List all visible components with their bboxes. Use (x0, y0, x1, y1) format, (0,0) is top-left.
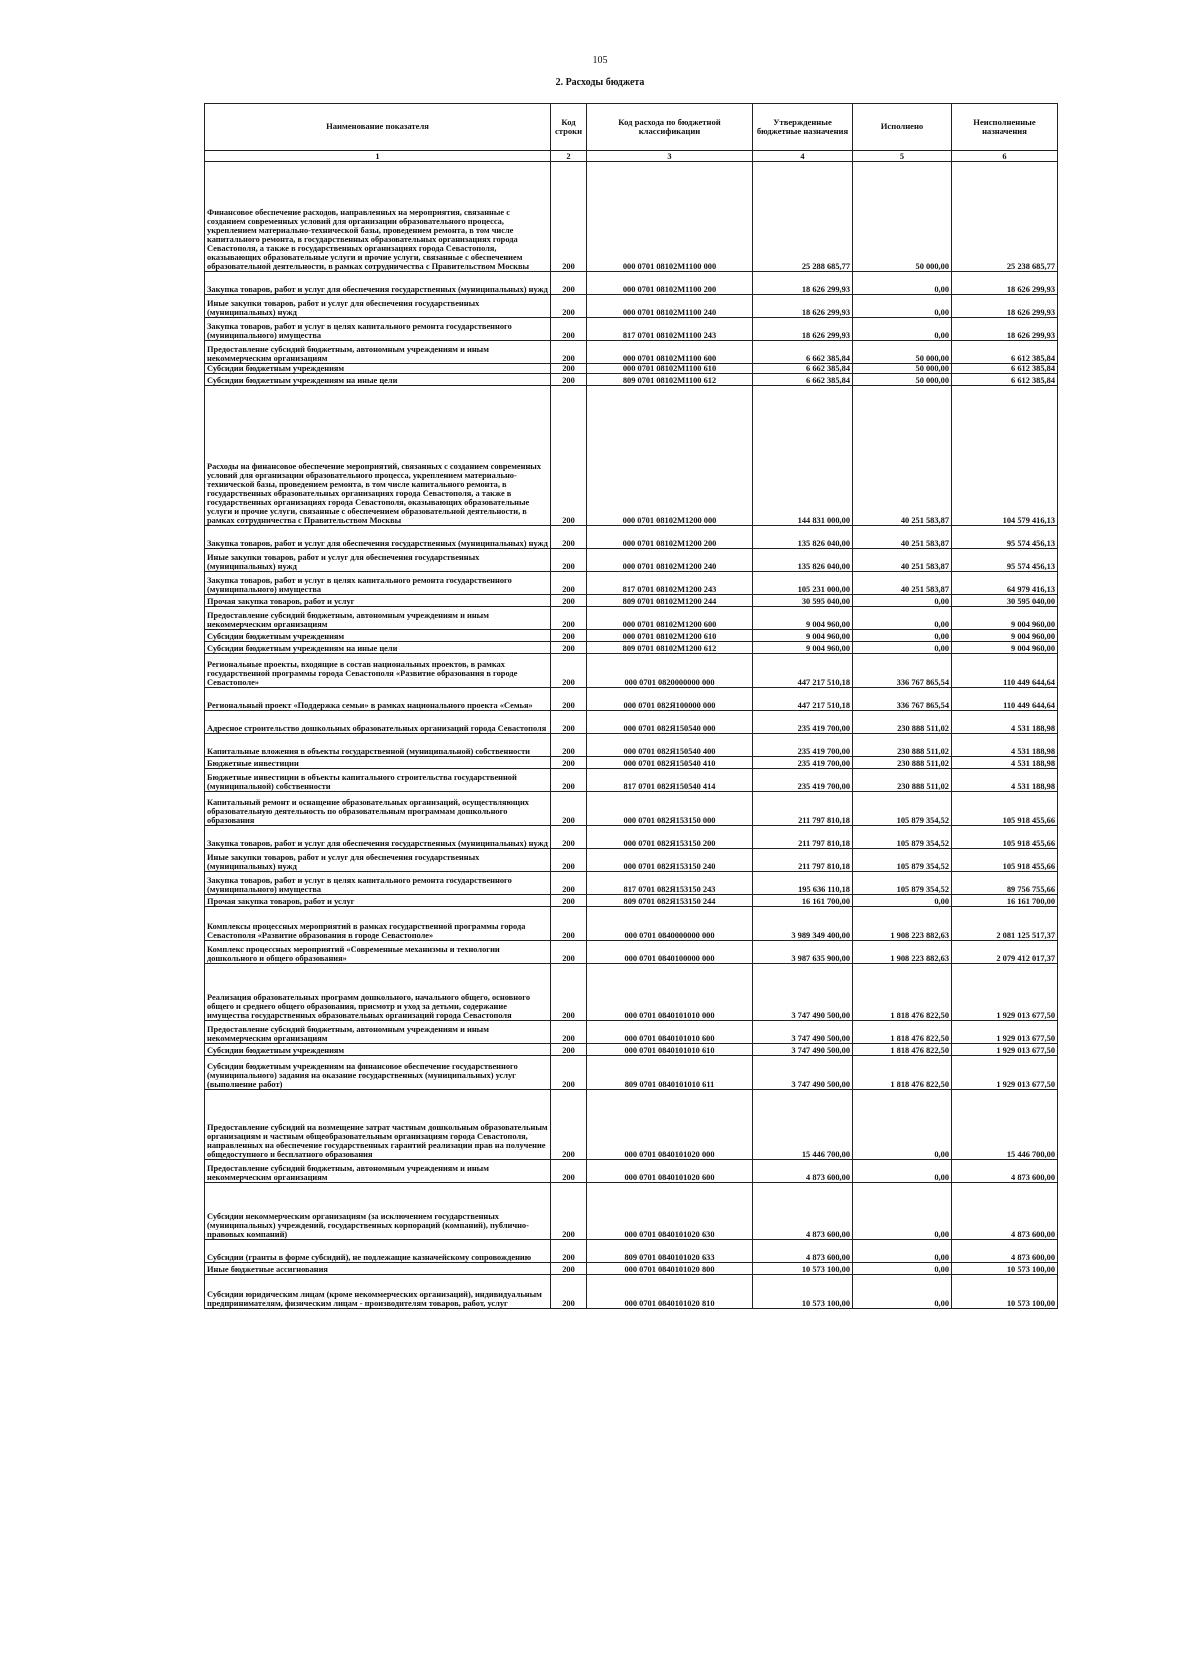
row-unexecuted: 4 531 188,98 (952, 711, 1058, 734)
table-row (205, 318, 1058, 341)
row-classification: 809 0701 082Я153150 244 (587, 895, 753, 907)
row-executed: 0,00 (853, 607, 952, 630)
row-executed: 105 879 354,52 (853, 826, 952, 849)
row-classification: 000 0701 08102М1100 610 (587, 364, 753, 374)
row-classification: 000 0701 082Я153150 000 (587, 792, 753, 826)
row-line-code: 200 (551, 318, 587, 341)
table-row (205, 792, 1058, 826)
row-executed: 50 000,00 (853, 364, 952, 374)
row-line-code: 200 (551, 964, 587, 1021)
row-name: Бюджетные инвестиции в объекты капитального строительства государственной (муниципальной) собственности (205, 769, 551, 792)
row-unexecuted: 4 531 188,98 (952, 734, 1058, 757)
row-executed: 230 888 511,02 (853, 734, 952, 757)
row-classification: 000 0701 08102М1200 000 (587, 386, 753, 526)
row-unexecuted: 105 918 455,66 (952, 826, 1058, 849)
row-executed: 40 251 583,87 (853, 526, 952, 549)
row-unexecuted: 1 929 013 677,50 (952, 1021, 1058, 1044)
row-unexecuted: 64 979 416,13 (952, 572, 1058, 595)
page-number: 105 (592, 55, 608, 66)
table-row (205, 572, 1058, 595)
row-executed: 0,00 (853, 1183, 952, 1240)
row-approved: 10 573 100,00 (753, 1263, 853, 1275)
row-name: Субсидии бюджетным учреждениям (205, 630, 551, 642)
row-line-code: 200 (551, 386, 587, 526)
row-unexecuted: 4 873 600,00 (952, 1160, 1058, 1183)
table-row (205, 1056, 1058, 1090)
column-number: 2 (551, 151, 587, 162)
row-line-code: 200 (551, 1240, 587, 1263)
table-row (205, 711, 1058, 734)
row-unexecuted: 30 595 040,00 (952, 595, 1058, 607)
row-name: Субсидии бюджетным учреждениям на иные цели (205, 642, 551, 654)
header-unexecuted: Неисполненные назначения (952, 104, 1058, 151)
row-executed: 1 818 476 822,50 (853, 1044, 952, 1056)
row-approved: 3 747 490 500,00 (753, 1056, 853, 1090)
row-approved: 9 004 960,00 (753, 630, 853, 642)
row-approved: 18 626 299,93 (753, 272, 853, 295)
table-row (205, 1263, 1058, 1275)
row-line-code: 200 (551, 849, 587, 872)
row-classification: 817 0701 08102М1200 243 (587, 572, 753, 595)
row-unexecuted: 4 531 188,98 (952, 757, 1058, 769)
row-approved: 135 826 040,00 (753, 526, 853, 549)
row-executed: 105 879 354,52 (853, 792, 952, 826)
row-name: Комплексы процессных мероприятий в рамках государственной программы города Севастополя «Развитие образования в городе Севастополе» (205, 907, 551, 941)
row-classification: 000 0701 0840101020 630 (587, 1183, 753, 1240)
row-executed: 0,00 (853, 318, 952, 341)
row-name: Закупка товаров, работ и услуг для обеспечения государственных (муниципальных) нужд (205, 826, 551, 849)
row-executed: 40 251 583,87 (853, 549, 952, 572)
row-unexecuted: 105 918 455,66 (952, 792, 1058, 826)
table-row (205, 630, 1058, 642)
row-executed: 230 888 511,02 (853, 769, 952, 792)
row-executed: 0,00 (853, 895, 952, 907)
row-classification: 000 0701 08102М1200 600 (587, 607, 753, 630)
row-line-code: 200 (551, 630, 587, 642)
row-classification: 000 0701 0840101020 000 (587, 1090, 753, 1160)
row-classification: 000 0701 0840101020 800 (587, 1263, 753, 1275)
row-line-code: 200 (551, 1056, 587, 1090)
row-unexecuted: 105 918 455,66 (952, 849, 1058, 872)
row-line-code: 200 (551, 826, 587, 849)
row-classification: 000 0701 0840101010 610 (587, 1044, 753, 1056)
row-classification: 000 0701 0840000000 000 (587, 907, 753, 941)
row-unexecuted: 1 929 013 677,50 (952, 964, 1058, 1021)
column-number: 6 (952, 151, 1058, 162)
row-name: Иные закупки товаров, работ и услуг для обеспечения государственных (муниципальных) нужд (205, 295, 551, 318)
row-unexecuted: 10 573 100,00 (952, 1263, 1058, 1275)
row-approved: 30 595 040,00 (753, 595, 853, 607)
row-executed: 0,00 (853, 1263, 952, 1275)
row-line-code: 200 (551, 769, 587, 792)
row-name: Субсидии бюджетным учреждениям (205, 1044, 551, 1056)
column-number: 4 (753, 151, 853, 162)
row-approved: 235 419 700,00 (753, 769, 853, 792)
row-approved: 4 873 600,00 (753, 1160, 853, 1183)
row-approved: 9 004 960,00 (753, 642, 853, 654)
header-executed: Исполнено (853, 104, 952, 151)
table-row (205, 1275, 1058, 1309)
row-name: Иные бюджетные ассигнования (205, 1263, 551, 1275)
row-classification: 817 0701 082Я153150 243 (587, 872, 753, 895)
row-name: Капитальные вложения в объекты государственной (муниципальной) собственности (205, 734, 551, 757)
row-name: Комплекс процессных мероприятий «Современные механизмы и технологии дошкольного и общего образования» (205, 941, 551, 964)
row-approved: 3 747 490 500,00 (753, 964, 853, 1021)
row-line-code: 200 (551, 1090, 587, 1160)
row-unexecuted: 1 929 013 677,50 (952, 1044, 1058, 1056)
row-classification: 000 0701 0840100000 000 (587, 941, 753, 964)
row-name: Финансовое обеспечение расходов, направленных на мероприятия, связанные с созданием современных условий для организации образовательного процесса, укреплением материально-технической базы, проведением ремонта, в том числе капитального ремонта, в государственных образовательных организациях города Севастополя, а также в государственных организациях города Севастополя, оказывающих образовательные услуги и прочие услуги, связанные с обеспечением образовательной деятельности, в рамках сотрудничества с Правительством Москвы (205, 162, 551, 272)
table-row (205, 1090, 1058, 1160)
row-classification: 000 0701 08102М1100 000 (587, 162, 753, 272)
row-unexecuted: 6 612 385,84 (952, 341, 1058, 364)
row-executed: 336 767 865,54 (853, 654, 952, 688)
table-body (205, 162, 1058, 1309)
row-line-code: 200 (551, 1275, 587, 1309)
row-unexecuted: 1 929 013 677,50 (952, 1056, 1058, 1090)
row-unexecuted: 110 449 644,64 (952, 654, 1058, 688)
row-classification: 817 0701 08102М1100 243 (587, 318, 753, 341)
table-row (205, 1183, 1058, 1240)
row-unexecuted: 10 573 100,00 (952, 1275, 1058, 1309)
row-name: Предоставление субсидий бюджетным, автономным учреждениям и иным некоммерческим организациям (205, 607, 551, 630)
row-executed: 0,00 (853, 595, 952, 607)
table-row (205, 1160, 1058, 1183)
row-unexecuted: 6 612 385,84 (952, 374, 1058, 386)
row-unexecuted: 25 238 685,77 (952, 162, 1058, 272)
header-name: Наименование показателя (205, 104, 551, 151)
table-row (205, 1044, 1058, 1056)
row-name: Субсидии бюджетным учреждениям (205, 364, 551, 374)
row-name: Региональный проект «Поддержка семьи» в рамках национального проекта «Семья» (205, 688, 551, 711)
row-name: Иные закупки товаров, работ и услуг для обеспечения государственных (муниципальных) нужд (205, 849, 551, 872)
row-unexecuted: 2 081 125 517,37 (952, 907, 1058, 941)
row-classification: 000 0701 0820000000 000 (587, 654, 753, 688)
row-name: Субсидии бюджетным учреждениям на иные цели (205, 374, 551, 386)
table-row (205, 374, 1058, 386)
row-classification: 817 0701 082Я150540 414 (587, 769, 753, 792)
row-classification: 000 0701 082Я153150 200 (587, 826, 753, 849)
row-classification: 000 0701 0840101010 600 (587, 1021, 753, 1044)
row-line-code: 200 (551, 654, 587, 688)
row-classification: 809 0701 08102М1100 612 (587, 374, 753, 386)
row-approved: 211 797 810,18 (753, 826, 853, 849)
row-executed: 40 251 583,87 (853, 572, 952, 595)
row-line-code: 200 (551, 364, 587, 374)
header-classification: Код расхода по бюджетной классификации (587, 104, 753, 151)
row-line-code: 200 (551, 272, 587, 295)
row-line-code: 200 (551, 1044, 587, 1056)
row-executed: 1 908 223 882,63 (853, 907, 952, 941)
row-approved: 211 797 810,18 (753, 849, 853, 872)
row-name: Субсидии (гранты в форме субсидий), не подлежащие казначейскому сопровождению (205, 1240, 551, 1263)
table-row (205, 941, 1058, 964)
table-row (205, 849, 1058, 872)
row-unexecuted: 9 004 960,00 (952, 630, 1058, 642)
row-executed: 0,00 (853, 1275, 952, 1309)
row-unexecuted: 16 161 700,00 (952, 895, 1058, 907)
row-approved: 235 419 700,00 (753, 711, 853, 734)
row-name: Предоставление субсидий бюджетным, автономным учреждениям и иным некоммерческим организациям (205, 1021, 551, 1044)
table-row (205, 757, 1058, 769)
table-row (205, 526, 1058, 549)
row-approved: 447 217 510,18 (753, 688, 853, 711)
row-name: Адресное строительство дошкольных образовательных организаций города Севастополя (205, 711, 551, 734)
row-name: Региональные проекты, входящие в состав национальных проектов, в рамках государственной программы города Севастополя «Развитие образования в городе Севастополе» (205, 654, 551, 688)
row-unexecuted: 95 574 456,13 (952, 549, 1058, 572)
row-name: Предоставление субсидий на возмещение затрат частным дошкольным образовательным организациям и частным общеобразовательным организациям города Севастополя, направленных на обеспечение государственных гарантий реализации прав на получение общедоступного и бесплатного образования (205, 1090, 551, 1160)
section-title: 2. Расходы бюджета (555, 77, 645, 88)
row-approved: 10 573 100,00 (753, 1275, 853, 1309)
table-row (205, 826, 1058, 849)
row-name: Прочая закупка товаров, работ и услуг (205, 895, 551, 907)
table-row (205, 549, 1058, 572)
row-approved: 18 626 299,93 (753, 295, 853, 318)
row-name: Закупка товаров, работ и услуг для обеспечения государственных (муниципальных) нужд (205, 272, 551, 295)
row-approved: 235 419 700,00 (753, 757, 853, 769)
row-line-code: 200 (551, 607, 587, 630)
row-unexecuted: 18 626 299,93 (952, 318, 1058, 341)
row-line-code: 200 (551, 549, 587, 572)
row-approved: 16 161 700,00 (753, 895, 853, 907)
row-approved: 6 662 385,84 (753, 364, 853, 374)
row-executed: 1 818 476 822,50 (853, 964, 952, 1021)
row-approved: 6 662 385,84 (753, 374, 853, 386)
row-unexecuted: 110 449 644,64 (952, 688, 1058, 711)
row-line-code: 200 (551, 757, 587, 769)
row-line-code: 200 (551, 1021, 587, 1044)
row-approved: 15 446 700,00 (753, 1090, 853, 1160)
row-line-code: 200 (551, 295, 587, 318)
column-number-row (205, 151, 1058, 162)
row-classification: 000 0701 082Я150540 400 (587, 734, 753, 757)
row-classification: 809 0701 0840101010 611 (587, 1056, 753, 1090)
row-approved: 4 873 600,00 (753, 1240, 853, 1263)
row-executed: 230 888 511,02 (853, 711, 952, 734)
row-classification: 000 0701 08102М1100 240 (587, 295, 753, 318)
row-unexecuted: 4 531 188,98 (952, 769, 1058, 792)
table-row (205, 1240, 1058, 1263)
row-name: Субсидии некоммерческим организациям (за исключением государственных (муниципальных) учреждений, государственных корпораций (компаний), публично-правовых компаний) (205, 1183, 551, 1240)
row-approved: 3 747 490 500,00 (753, 1021, 853, 1044)
table-row (205, 341, 1058, 364)
header-line-code: Код строки (551, 104, 587, 151)
column-number: 3 (587, 151, 753, 162)
row-classification: 000 0701 082Я150540 410 (587, 757, 753, 769)
row-line-code: 200 (551, 162, 587, 272)
row-approved: 3 747 490 500,00 (753, 1044, 853, 1056)
row-name: Капитальный ремонт и оснащение образовательных организаций, осуществляющих образовательную деятельность по образовательным программам дошкольного образования (205, 792, 551, 826)
row-approved: 144 831 000,00 (753, 386, 853, 526)
row-approved: 25 288 685,77 (753, 162, 853, 272)
row-executed: 0,00 (853, 1240, 952, 1263)
row-unexecuted: 9 004 960,00 (952, 642, 1058, 654)
row-executed: 105 879 354,52 (853, 872, 952, 895)
row-line-code: 200 (551, 1263, 587, 1275)
row-executed: 105 879 354,52 (853, 849, 952, 872)
row-classification: 000 0701 082Я153150 240 (587, 849, 753, 872)
row-executed: 0,00 (853, 272, 952, 295)
table-row (205, 872, 1058, 895)
budget-expenses-table (204, 103, 1058, 1309)
row-unexecuted: 4 873 600,00 (952, 1183, 1058, 1240)
row-executed: 0,00 (853, 1090, 952, 1160)
row-approved: 211 797 810,18 (753, 792, 853, 826)
row-line-code: 200 (551, 872, 587, 895)
table-row (205, 364, 1058, 374)
row-line-code: 200 (551, 941, 587, 964)
row-approved: 195 636 110,18 (753, 872, 853, 895)
table-row (205, 272, 1058, 295)
row-approved: 4 873 600,00 (753, 1183, 853, 1240)
table-row (205, 964, 1058, 1021)
row-name: Закупка товаров, работ и услуг в целях капитального ремонта государственного (муниципального) имущества (205, 572, 551, 595)
row-line-code: 200 (551, 895, 587, 907)
row-executed: 336 767 865,54 (853, 688, 952, 711)
row-classification: 000 0701 0840101020 810 (587, 1275, 753, 1309)
row-line-code: 200 (551, 711, 587, 734)
row-classification: 000 0701 082Я100000 000 (587, 688, 753, 711)
row-executed: 1 818 476 822,50 (853, 1056, 952, 1090)
row-approved: 105 231 000,00 (753, 572, 853, 595)
row-name: Субсидии бюджетным учреждениям на финансовое обеспечение государственного (муниципального) задания на оказание государственных (муниципальных) услуг (выполнение работ) (205, 1056, 551, 1090)
row-unexecuted: 89 756 755,66 (952, 872, 1058, 895)
table-row (205, 734, 1058, 757)
row-executed: 50 000,00 (853, 341, 952, 364)
table-row (205, 1021, 1058, 1044)
row-unexecuted: 104 579 416,13 (952, 386, 1058, 526)
row-name: Закупка товаров, работ и услуг для обеспечения государственных (муниципальных) нужд (205, 526, 551, 549)
row-unexecuted: 18 626 299,93 (952, 272, 1058, 295)
row-classification: 000 0701 08102М1200 240 (587, 549, 753, 572)
row-executed: 1 908 223 882,63 (853, 941, 952, 964)
table-row (205, 595, 1058, 607)
row-line-code: 200 (551, 595, 587, 607)
row-name: Закупка товаров, работ и услуг в целях капитального ремонта государственного (муниципального) имущества (205, 872, 551, 895)
header-approved: Утвержденные бюджетные назначения (753, 104, 853, 151)
row-classification: 809 0701 08102М1200 612 (587, 642, 753, 654)
row-classification: 000 0701 08102М1100 600 (587, 341, 753, 364)
row-approved: 447 217 510,18 (753, 654, 853, 688)
row-name: Расходы на финансовое обеспечение мероприятий, связанных с созданием современных условий для организации образовательного процесса, укреплением материально-технической базы, проведением ремонта, в том числе капитального ремонта, в государственных образовательных организациях города Севастополя, а также в государственных организациях города Севастополя, оказывающих образовательные услуги и прочие услуги, связанные с обеспечением образовательной деятельности, в рамках сотрудничества с Правительством Москвы (205, 386, 551, 526)
header-row (205, 104, 1058, 151)
row-unexecuted: 6 612 385,84 (952, 364, 1058, 374)
row-classification: 000 0701 08102М1200 200 (587, 526, 753, 549)
table-row (205, 654, 1058, 688)
row-unexecuted: 2 079 412 017,37 (952, 941, 1058, 964)
row-classification: 809 0701 0840101020 633 (587, 1240, 753, 1263)
row-classification: 000 0701 082Я150540 000 (587, 711, 753, 734)
row-name: Иные закупки товаров, работ и услуг для обеспечения государственных (муниципальных) нужд (205, 549, 551, 572)
column-number: 5 (853, 151, 952, 162)
table-row (205, 607, 1058, 630)
row-classification: 000 0701 0840101020 600 (587, 1160, 753, 1183)
row-name: Бюджетные инвестиции (205, 757, 551, 769)
table-row (205, 907, 1058, 941)
row-executed: 50 000,00 (853, 374, 952, 386)
row-classification: 000 0701 08102М1100 200 (587, 272, 753, 295)
row-executed: 0,00 (853, 1160, 952, 1183)
row-unexecuted: 9 004 960,00 (952, 607, 1058, 630)
row-classification: 000 0701 0840101010 000 (587, 964, 753, 1021)
row-line-code: 200 (551, 1183, 587, 1240)
table-row (205, 688, 1058, 711)
row-approved: 3 989 349 400,00 (753, 907, 853, 941)
row-approved: 135 826 040,00 (753, 549, 853, 572)
row-name: Предоставление субсидий бюджетным, автономным учреждениям и иным некоммерческим организациям (205, 1160, 551, 1183)
row-name: Предоставление субсидий бюджетным, автономным учреждениям и иным некоммерческим организациям (205, 341, 551, 364)
table-row (205, 162, 1058, 272)
table-row (205, 295, 1058, 318)
row-line-code: 200 (551, 572, 587, 595)
row-line-code: 200 (551, 374, 587, 386)
row-classification: 809 0701 08102М1200 244 (587, 595, 753, 607)
row-line-code: 200 (551, 907, 587, 941)
row-approved: 18 626 299,93 (753, 318, 853, 341)
row-unexecuted: 4 873 600,00 (952, 1240, 1058, 1263)
row-unexecuted: 95 574 456,13 (952, 526, 1058, 549)
row-approved: 6 662 385,84 (753, 341, 853, 364)
row-executed: 0,00 (853, 295, 952, 318)
table-row (205, 642, 1058, 654)
table-row (205, 895, 1058, 907)
row-name: Закупка товаров, работ и услуг в целях капитального ремонта государственного (муниципального) имущества (205, 318, 551, 341)
column-number: 1 (205, 151, 551, 162)
row-executed: 0,00 (853, 642, 952, 654)
row-line-code: 200 (551, 688, 587, 711)
table-row (205, 386, 1058, 526)
row-line-code: 200 (551, 792, 587, 826)
row-unexecuted: 15 446 700,00 (952, 1090, 1058, 1160)
row-unexecuted: 18 626 299,93 (952, 295, 1058, 318)
row-executed: 50 000,00 (853, 162, 952, 272)
row-approved: 3 987 635 900,00 (753, 941, 853, 964)
row-name: Прочая закупка товаров, работ и услуг (205, 595, 551, 607)
row-approved: 9 004 960,00 (753, 607, 853, 630)
row-line-code: 200 (551, 1160, 587, 1183)
row-executed: 40 251 583,87 (853, 386, 952, 526)
row-line-code: 200 (551, 734, 587, 757)
row-name: Субсидии юридическим лицам (кроме некоммерческих организаций), индивидуальным предпринимателям, физическим лицам - производителям товаров, работ, услуг (205, 1275, 551, 1309)
row-executed: 0,00 (853, 630, 952, 642)
row-executed: 1 818 476 822,50 (853, 1021, 952, 1044)
row-classification: 000 0701 08102М1200 610 (587, 630, 753, 642)
row-name: Реализация образовательных программ дошкольного, начального общего, основного общего и среднего общего образования, присмотр и уход за детьми, содержание имущества государственных образовательных организаций города Севастополя (205, 964, 551, 1021)
row-line-code: 200 (551, 341, 587, 364)
row-line-code: 200 (551, 526, 587, 549)
row-approved: 235 419 700,00 (753, 734, 853, 757)
row-line-code: 200 (551, 642, 587, 654)
row-executed: 230 888 511,02 (853, 757, 952, 769)
table-row (205, 769, 1058, 792)
